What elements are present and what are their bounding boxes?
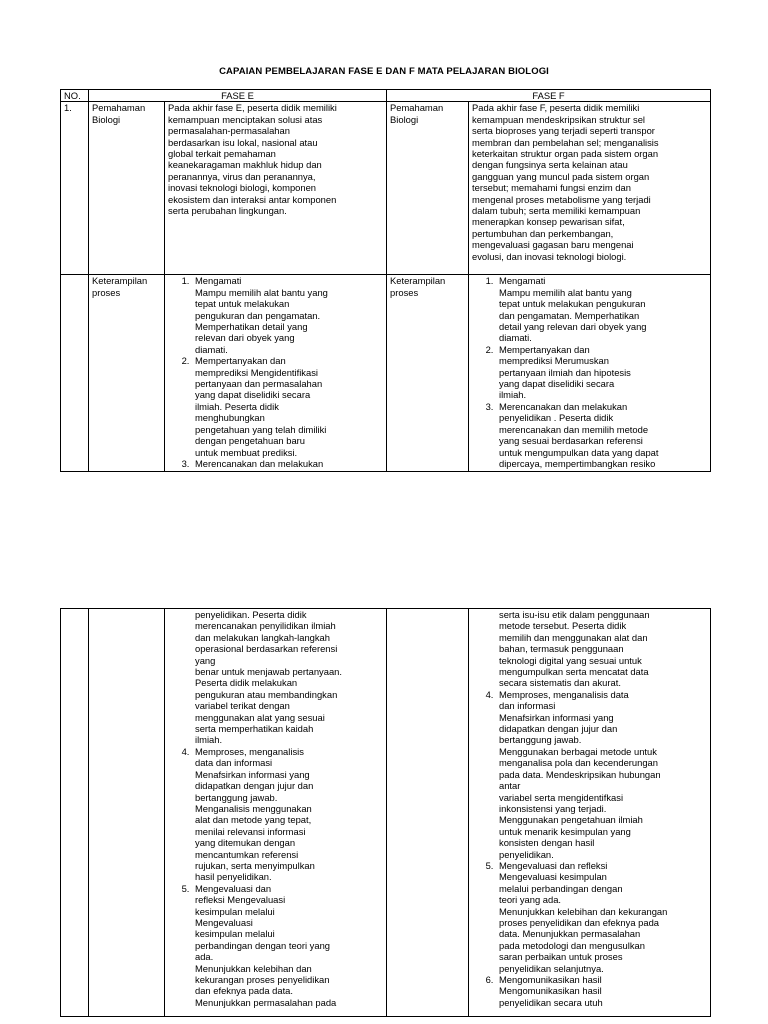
- list-item-continued: penyelidikan. Peserta didik merencanakan penyilidikan ilmiah dan melakukan langkah-langkah operasional berdasarkan referensi yang benar untuk menjawab pertanyaan. Peserta didik melakukan pengukuran atau membandingkan variabel terikat dengan menggunakan alat yang sesuai serta memperhatikan kaidah ilmiah.: [195, 609, 342, 746]
- element-name-fase-f: Pemahaman Biologi: [387, 102, 469, 275]
- list-item: 5. Mengevaluasi dan refleksi Mengevaluasi kesimpulan melalui Mengevaluasi kesimpulan melalui perbandingan dengan teori yang ada. Menunjukkan kelebihan dan kekurangan proses penyelidikan dan efeknya pada data. Menunjukkan permasalahan pada: [192, 883, 383, 1008]
- numbered-list: [472, 689, 707, 1008]
- numbered-list: [472, 275, 707, 469]
- list-continuation: [168, 609, 383, 746]
- element-name-fase-e: Pemahaman Biologi: [89, 102, 165, 275]
- list-item: 3. Merencanakan dan melakukan penyelidikan . Peserta didik merencanakan dan memilih metode yang sesuai berdasarkan referensi untuk mengumpulkan data yang dapat dipercaya, mempertimbangkan resiko: [496, 401, 707, 469]
- list-item: 4. Memproses, menganalisis data dan informasi Menafsirkan informasi yang didapatkan dengan jujur dan bertanggung jawab. Menganalisis menggunakan alat dan metode yang tepat, menilai relevansi informasi yang ditemukan dengan mencantumkan referensi rujukan, serta menyimpulkan hasil penyelidikan.: [192, 746, 383, 883]
- list-item: 1. Mengamati Mampu memilih alat bantu yang tepat untuk melakukan pengukuran dan pengamatan. Memperhatikan detail yang relevan dari obyek yang diamati.: [496, 275, 707, 343]
- row-pemahaman-biologi: [61, 102, 711, 275]
- description-fase-f: Pada akhir fase F, peserta didik memiliki kemampuan mendeskripsikan struktur sel serta bioproses yang terjadi seperti transpor membran dan pembelahan sel; menganalisis keterkaitan struktur organ pada sistem organ dengan fungsinya serta kelainan atau gangguan yang muncul pada sistem organ tersebut; memahami fungsi enzim dan mengenal proses metabolisme yang terjadi dalam tubuh; serta memiliki kemampuan menerapkan konsep pewarisan sifat, pertumbuhan dan perkembangan, mengevaluasi gagasan baru mengenai evolusi, dan inovasi teknologi biologi.: [469, 102, 711, 275]
- element-name-empty: [387, 609, 469, 1017]
- element-name-fase-e: Keterampilan proses: [89, 275, 165, 472]
- numbered-list: [168, 746, 383, 1008]
- row-keterampilan-proses: [61, 275, 711, 472]
- list-item: 4. Memproses, menganalisis data dan informasi Menafsirkan informasi yang didapatkan dengan jujur dan bertanggung jawab. Menggunakan berbagai metode untuk menganalisa pola dan kecenderungan pada data. Mendeskripsikan hubungan antar variabel serta mengidentifkasi inkonsistensi yang terjadi. Menggunakan pengetahuan ilmiah untuk menarik kesimpulan yang konsisten dengan hasil penyelidikan.: [496, 689, 707, 860]
- skills-list-fase-f: [469, 275, 711, 472]
- description-fase-e: Pada akhir fase E, peserta didik memiliki kemampuan menciptakan solusi atas permasalahan-permasalahan berdasarkan isu lokal, nasional atau global terkait pemahaman keanekaragaman makhluk hidup dan peranannya, virus dan peranannya, inovasi teknologi biologi, komponen ekosistem dan interaksi antar komponen serta perubahan lingkungan.: [165, 102, 387, 275]
- row-number: 1.: [61, 102, 89, 275]
- list-item: 3. Merencanakan dan melakukan: [192, 458, 383, 469]
- row-number-empty: [61, 609, 89, 1017]
- skills-list-fase-e: [165, 275, 387, 472]
- list-item: 1. Mengamati Mampu memilih alat bantu yang tepat untuk melakukan pengukuran dan pengamatan. Memperhatikan detail yang relevan dari obyek yang diamati.: [192, 275, 383, 355]
- learning-outcomes-table-page2: [60, 608, 711, 1017]
- header-no: NO.: [61, 90, 89, 102]
- list-continuation: [472, 609, 707, 689]
- numbered-list: [168, 275, 383, 469]
- page-title: CAPAIAN PEMBELAJARAN FASE E DAN F MATA PELAJARAN BIOLOGI: [219, 66, 549, 77]
- header-row: [61, 90, 711, 102]
- row-keterampilan-proses-continued: [61, 609, 711, 1017]
- header-fase-e: FASE E: [89, 90, 387, 102]
- learning-outcomes-table-page1: [60, 89, 711, 472]
- row-number-empty: [61, 275, 89, 472]
- list-item: 2. Mempertanyakan dan memprediksi Mengidentifikasi pertanyaan dan permasalahan yang dapat diselidiki secara ilmiah. Peserta didik menghubungkan pengetahuan yang telah dimiliki dengan pengetahuan baru untuk membuat prediksi.: [192, 355, 383, 458]
- skills-list-fase-f-continued: [469, 609, 711, 1017]
- list-item-continued: serta isu-isu etik dalam penggunaan metode tersebut. Peserta didik memilih dan menggunakan alat dan bahan, termasuk penggunaan teknologi digital yang sesuai untuk mengumpulkan serta mencatat data secara sistematis dan akurat.: [499, 609, 650, 689]
- list-item: 2. Mempertanyakan dan memprediksi Merumuskan pertanyaan ilmiah dan hipotesis yang dapat diselidiki secara ilmiah.: [496, 344, 707, 401]
- skills-list-fase-e-continued: [165, 609, 387, 1017]
- list-item: 6. Mengomunikasikan hasil Mengomunikasikan hasil penyelidikan secara utuh: [496, 974, 707, 1008]
- element-name-empty: [89, 609, 165, 1017]
- element-name-fase-f: Keterampilan proses: [387, 275, 469, 472]
- header-fase-f: FASE F: [387, 90, 711, 102]
- list-item: 5. Mengevaluasi dan refleksi Mengevaluasi kesimpulan melalui perbandingan dengan teori yang ada. Menunjukkan kelebihan dan kekurangan proses penyelidikan dan efeknya pada data. Menunjukkan permasalahan pada metodologi dan mengusulkan saran perbaikan untuk proses penyelidikan selanjutnya.: [496, 860, 707, 974]
